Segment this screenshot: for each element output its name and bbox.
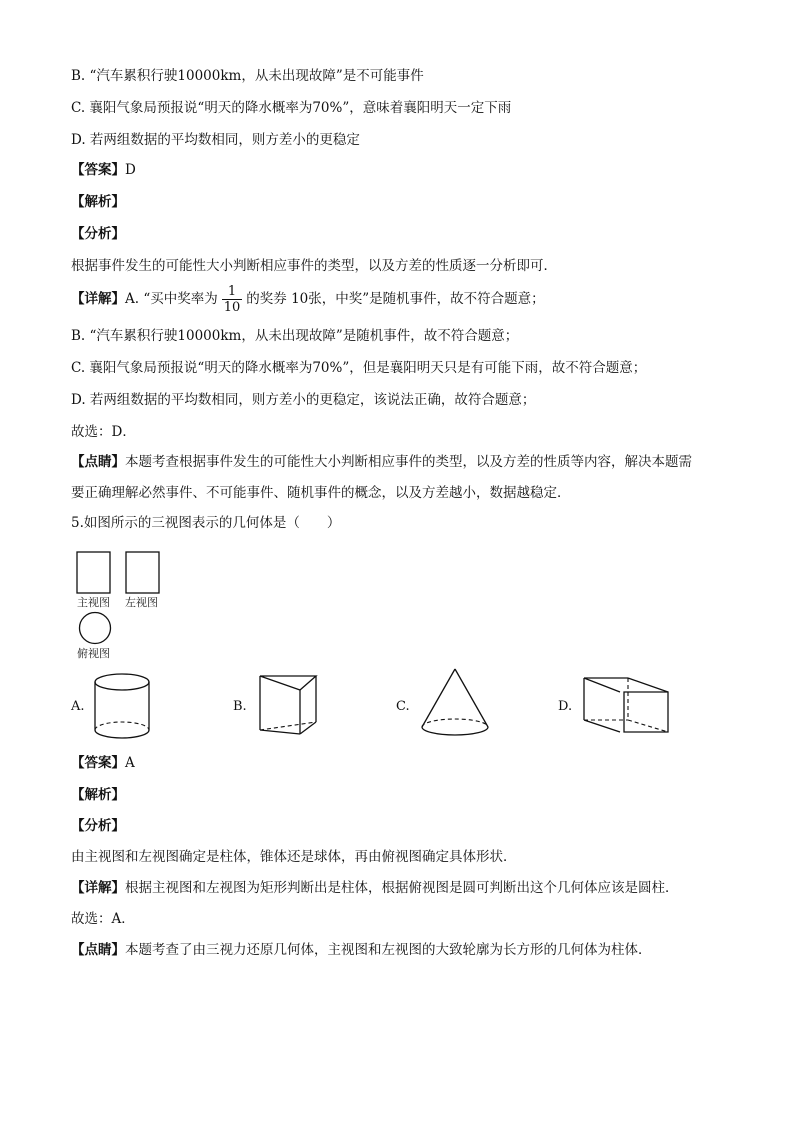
q5-choice: 故选：A．	[71, 911, 135, 927]
q4-fenxi-text: 根据事件发生的可能性大小判断相应事件的类型，以及方差的性质逐一分析即可．	[71, 258, 557, 274]
option-d-label: D.	[558, 699, 573, 714]
q4-answer	[71, 160, 136, 180]
fraction-denominator: 10	[223, 300, 241, 315]
comment-text-1: 本题考查根据事件发生的可能性大小判断相应事件的类型，以及方差的性质等内容，解决本题需	[125, 454, 692, 470]
q4-fenxi-label: 【分析】	[71, 226, 125, 242]
q4-detail-b: B. “汽车累积行驶10000km，从未出现故障”是随机事件，故不符合题意；	[71, 328, 519, 344]
q5-fenxi-text: 由主视图和左视图确定是柱体，锥体还是球体，再由俯视图确定具体形状．	[71, 849, 517, 865]
detail-text: 根据主视图和左视图为矩形判断出是柱体，根据俯视图是圆可判断出这个几何体应该是圆柱．	[125, 880, 679, 896]
q4-option-d: D. 若两组数据的平均数相同，则方差小的更稳定	[71, 132, 360, 148]
top-view-figure	[77, 611, 113, 645]
detail-label: 【详解】	[71, 291, 125, 307]
q4-jiexi-label: 【解析】	[71, 194, 125, 210]
detail-a-after: 的奖券 10张，中奖”是随机事件，故不符合题意；	[246, 291, 545, 307]
answer-value: A	[125, 755, 135, 771]
triangular-prism-figure	[256, 672, 328, 738]
left-view-caption: 左视图	[125, 596, 158, 609]
q4-detail-c: C. 襄阳气象局预报说“明天的降水概率为70%”，但是襄阳明天只是有可能下雨，故不符合题意；	[71, 360, 647, 376]
answer-label: 【答案】	[71, 755, 125, 771]
option-c-label: C.	[396, 699, 410, 714]
option-a-label: A.	[71, 699, 85, 714]
fraction-numerator: 1	[222, 284, 243, 300]
top-view-caption: 俯视图	[77, 647, 110, 660]
comment-label: 【点睛】	[71, 942, 125, 958]
q4-detail-d: D. 若两组数据的平均数相同，则方差小的更稳定，该说法正确，故符合题意；	[71, 392, 536, 408]
answer-value: D	[125, 162, 136, 178]
q5-jiexi-label: 【解析】	[71, 787, 125, 803]
detail-label: 【详解】	[71, 880, 125, 896]
front-view-figure	[76, 551, 112, 595]
q5-detail	[71, 878, 679, 898]
comment-label: 【点睛】	[71, 454, 125, 470]
option-b-label: B.	[233, 699, 247, 714]
cuboid-figure	[580, 676, 670, 738]
q4-comment-line2: 要正确理解必然事件、不可能事件、随机事件的概念，以及方差越小，数据越稳定．	[71, 485, 571, 501]
detail-a-before: A. “买中奖率为	[125, 291, 218, 307]
q5-comment	[71, 940, 652, 960]
left-view-figure	[125, 551, 161, 595]
front-view-caption: 主视图	[77, 596, 110, 609]
cylinder-figure	[92, 672, 156, 742]
answer-label: 【答案】	[71, 162, 125, 178]
q5-stem: 5.如图所示的三视图表示的几何体是（ ）	[71, 515, 341, 531]
q4-option-c: C. 襄阳气象局预报说“明天的降水概率为70%”，意味着襄阳明天一定下雨	[71, 100, 512, 116]
fraction-one-tenth	[222, 284, 243, 315]
q4-detail-a	[71, 282, 545, 316]
q4-choice: 故选：D．	[71, 424, 136, 440]
comment-text: 本题考查了由三视力还原几何体，主视图和左视图的大致轮廓为长方形的几何体为柱体．	[125, 942, 652, 958]
q4-comment-line1	[71, 452, 692, 472]
q5-answer	[71, 753, 135, 773]
cone-figure	[418, 667, 492, 739]
q5-fenxi-label: 【分析】	[71, 818, 125, 834]
q4-option-b: B. “汽车累积行驶10000km，从未出现故障”是不可能事件	[71, 68, 424, 84]
